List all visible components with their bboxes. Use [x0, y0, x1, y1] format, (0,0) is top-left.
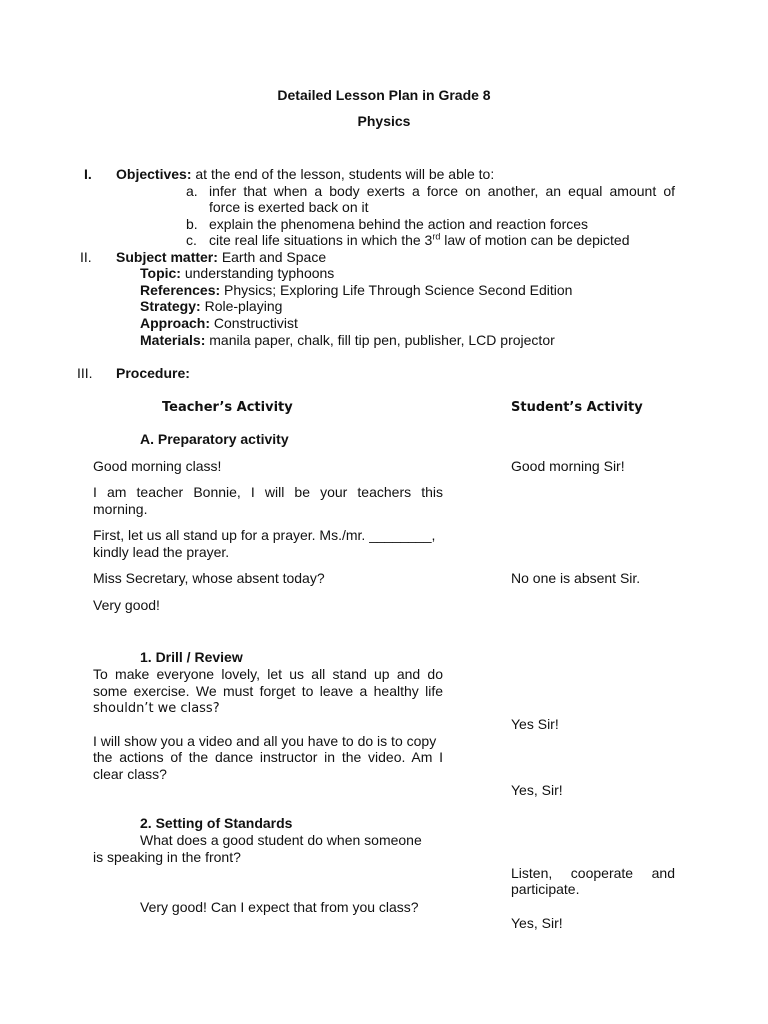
standards-line1: What does a good student do when someone [140, 832, 422, 848]
topic-label: Topic: [140, 265, 181, 281]
objective-a-letter: a. [186, 183, 198, 199]
teacher-activity-header: Teacher’s Activity [162, 400, 293, 415]
references-label: References: [140, 282, 221, 298]
objectives-numeral: I. [84, 166, 92, 182]
materials-line [140, 332, 555, 349]
objective-a-line1: infer that when a body exerts a force on another, an equal amount of [209, 183, 675, 199]
drill-line3: shouldn’t we class? [93, 701, 220, 716]
teacher-intro-line2: morning. [93, 501, 148, 517]
procedure-numeral: III. [77, 365, 93, 381]
standards-line2: is speaking in the front? [93, 849, 241, 865]
approach-line [140, 315, 298, 332]
video-line1: I will show you a video and all you have to do is to copy [93, 733, 437, 749]
teacher-absent-question: Miss Secretary, whose absent today? [93, 570, 325, 586]
student-yes-3: Yes, Sir! [511, 915, 563, 931]
teacher-prayer-line2: kindly lead the prayer. [93, 544, 230, 560]
setting-of-standards-heading: 2. Setting of Standards [140, 815, 293, 831]
topic-line [140, 265, 334, 282]
subject-matter-numeral: II. [80, 249, 92, 265]
student-listen-line1: Listen, cooperate and [511, 865, 675, 881]
document-subtitle: Physics [357, 113, 411, 129]
student-absent-answer: No one is absent Sir. [511, 570, 641, 586]
teacher-prayer-line1: First, let us all stand up for a prayer. Ms./mr. ________, [93, 527, 436, 543]
teacher-expect: Very good! Can I expect that from you class? [140, 899, 419, 915]
strategy-line [140, 298, 282, 315]
teacher-very-good: Very good! [93, 597, 160, 613]
student-activity-header: Student’s Activity [511, 400, 643, 415]
objectives-intro: at the end of the lesson, students will be able to: [195, 166, 495, 182]
references-line [140, 282, 572, 299]
objectives-line [116, 166, 494, 183]
video-line2: the actions of the dance instructor in the video. Am I [93, 749, 443, 765]
document-title: Detailed Lesson Plan in Grade 8 [277, 87, 491, 103]
video-line3: clear class? [93, 766, 167, 782]
objective-c-before: cite real life situations in which the 3 [209, 232, 433, 248]
teacher-greeting: Good morning class! [93, 458, 222, 474]
materials-label: Materials: [140, 332, 206, 348]
subject-matter-value: Earth and Space [221, 249, 327, 265]
student-yes-1: Yes Sir! [511, 716, 559, 732]
preparatory-activity-heading: A. Preparatory activity [140, 431, 289, 447]
procedure-label: Procedure: [116, 365, 190, 381]
student-yes-2: Yes, Sir! [511, 782, 563, 798]
objective-c-letter: c. [186, 232, 197, 248]
topic-value: understanding typhoons [184, 265, 335, 281]
approach-value: Constructivist [213, 315, 298, 331]
objective-a-line2: force is exerted back on it [209, 199, 369, 215]
strategy-label: Strategy: [140, 298, 201, 314]
objective-c-text [209, 232, 629, 249]
objective-c-after: law of motion can be depicted [440, 232, 630, 248]
student-listen-line2: participate. [511, 881, 580, 897]
approach-label: Approach: [140, 315, 210, 331]
subject-matter-label: Subject matter: [116, 249, 218, 265]
student-greeting: Good morning Sir! [511, 458, 625, 474]
objective-b-letter: b. [186, 216, 198, 232]
teacher-intro-line1: I am teacher Bonnie, I will be your teachers this [93, 484, 443, 500]
subject-matter-line [116, 249, 326, 266]
materials-value: manila paper, chalk, fill tip pen, publisher, LCD projector [209, 332, 555, 348]
references-value: Physics; Exploring Life Through Science Second Edition [224, 282, 573, 298]
drill-line1: To make everyone lovely, let us all stand up and do [93, 666, 443, 682]
drill-line2: some exercise. We must forget to leave a healthy life [93, 683, 443, 699]
drill-review-heading: 1. Drill / Review [140, 649, 243, 665]
objectives-label: Objectives: [116, 166, 192, 182]
objective-c-sup: rd [432, 231, 441, 242]
objective-b-text: explain the phenomena behind the action and reaction forces [209, 216, 589, 232]
strategy-value: Role-playing [204, 298, 283, 314]
